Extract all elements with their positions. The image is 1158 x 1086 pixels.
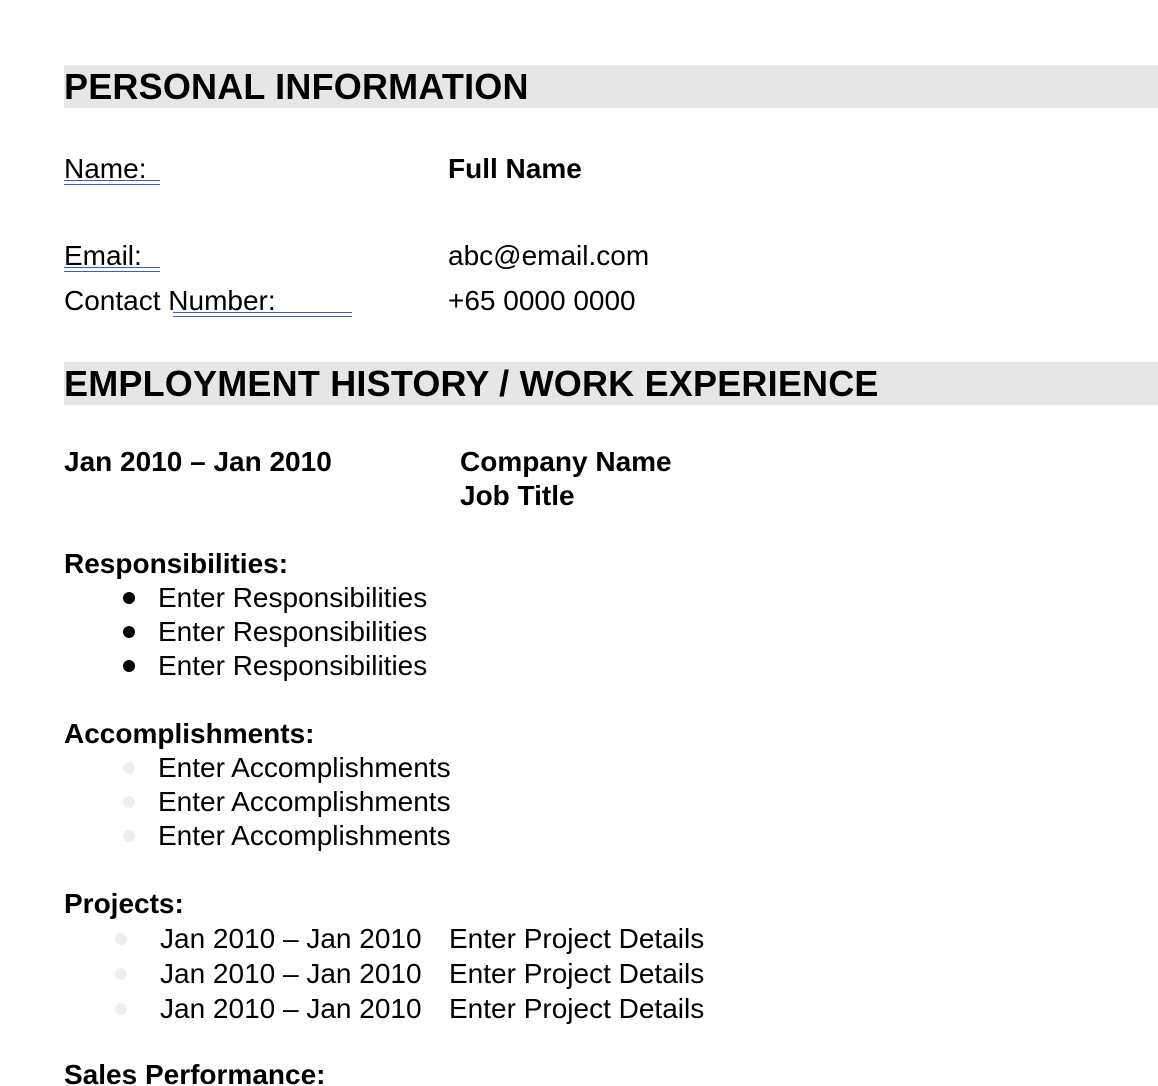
accomplishment-item[interactable]: Enter Accomplishments xyxy=(158,786,451,817)
project-details[interactable]: Enter Project Details xyxy=(449,993,705,1024)
bullet-dot-icon xyxy=(123,660,135,672)
project-details[interactable]: Enter Project Details xyxy=(449,923,705,954)
project-details[interactable]: Enter Project Details xyxy=(449,958,705,989)
sales-performance-heading: Sales Performance: xyxy=(64,1059,326,1086)
bullet-dot-icon xyxy=(123,796,135,808)
name-value[interactable]: Full Name xyxy=(448,153,582,184)
bullet-dot-icon xyxy=(115,1003,127,1015)
email-value[interactable]: abc@email.com xyxy=(448,240,650,271)
bullet-dot-icon xyxy=(123,626,135,638)
bullet-dot-icon xyxy=(123,592,135,604)
contact-label-prefix: Contact xyxy=(64,285,169,316)
name-spellcheck-underline xyxy=(64,180,160,185)
employment-section-heading: EMPLOYMENT HISTORY / WORK EXPERIENCE xyxy=(64,363,879,404)
company-name[interactable]: Company Name xyxy=(460,446,672,477)
personal-section-heading: PERSONAL INFORMATION xyxy=(64,66,529,107)
contact-value[interactable]: +65 0000 0000 xyxy=(448,285,636,316)
accomplishment-item[interactable]: Enter Accomplishments xyxy=(158,820,451,851)
job-title[interactable]: Job Title xyxy=(460,480,575,511)
responsibility-item[interactable]: Enter Responsibilities xyxy=(158,650,428,681)
bullet-dot-icon xyxy=(115,933,127,945)
responsibility-item[interactable]: Enter Responsibilities xyxy=(158,582,428,613)
accomplishments-heading: Accomplishments: xyxy=(64,718,315,749)
project-period[interactable]: Jan 2010 – Jan 2010 xyxy=(160,958,422,989)
contact-label-word: Number: xyxy=(168,285,276,316)
project-period[interactable]: Jan 2010 – Jan 2010 xyxy=(160,993,422,1024)
accomplishment-item[interactable]: Enter Accomplishments xyxy=(158,752,451,783)
bullet-dot-icon xyxy=(123,762,135,774)
email-spellcheck-underline xyxy=(64,267,160,272)
responsibilities-heading: Responsibilities: xyxy=(64,548,289,579)
contact-spellcheck-underline xyxy=(173,312,352,317)
bullet-dot-icon xyxy=(115,968,127,980)
email-label: Email: xyxy=(64,240,142,271)
projects-heading: Projects: xyxy=(64,888,184,919)
responsibility-item[interactable]: Enter Responsibilities xyxy=(158,616,428,647)
employment-period[interactable]: Jan 2010 – Jan 2010 xyxy=(64,446,332,477)
name-label: Name: xyxy=(64,153,147,184)
bullet-dot-icon xyxy=(123,830,135,842)
project-period[interactable]: Jan 2010 – Jan 2010 xyxy=(160,923,422,954)
